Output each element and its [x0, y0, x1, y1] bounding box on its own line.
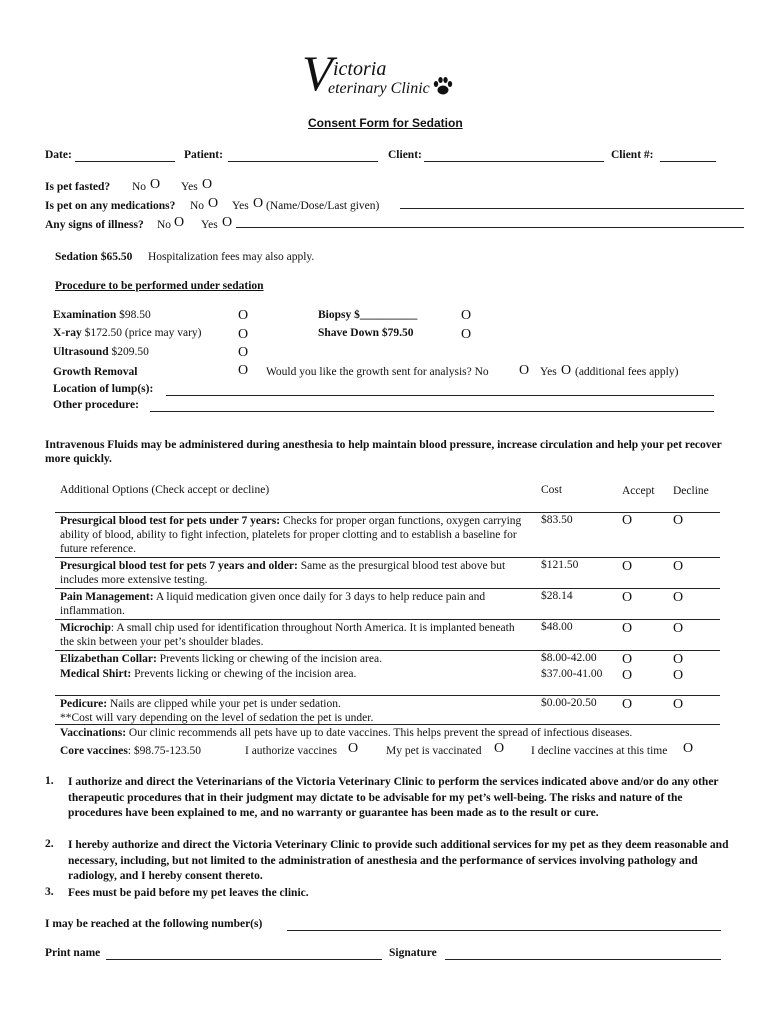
biopsy-option[interactable]: O [461, 308, 472, 323]
option-presurgical-under-7 [60, 514, 530, 556]
option-pain-management [60, 590, 530, 618]
option-title: Pedicure: [60, 698, 108, 710]
analysis-yes-label: Yes [540, 366, 557, 378]
option-description: Same as the presurgical blood test above but includes more extensive testing. [60, 560, 506, 586]
table-divider [55, 724, 720, 725]
client-number-field[interactable] [660, 161, 716, 162]
option-pedicure [60, 697, 530, 725]
option-cost: $37.00-41.00 [541, 668, 603, 680]
option-title: Presurgical blood test for pets under 7 years: [60, 515, 281, 527]
authorize-vaccines-label: I authorize vaccines [245, 745, 337, 757]
fasted-no-option[interactable]: O [150, 177, 161, 192]
medications-question: Is pet on any medications? [45, 200, 176, 212]
vaccinations-description: Our clinic recommends all pets have up to date vaccines. This helps prevent the spread of infectious diseases. [126, 727, 633, 739]
medications-no-label: No [190, 200, 205, 212]
sedation-note: Hospitalization fees may also apply. [148, 251, 315, 263]
option-cost: $48.00 [541, 621, 573, 633]
option-description: Checks for proper organ functions, oxygen carrying ability of blood, ability to fight infection, platelets for proper clotting and to establish a baseline for future reference. [60, 515, 522, 555]
shave-down-option[interactable]: O [461, 327, 472, 342]
option-microchip [60, 621, 530, 649]
consent-number: 2. [45, 838, 54, 850]
illness-question: Any signs of illness? [45, 219, 144, 231]
option-description: Prevents licking or chewing of the incision area. [131, 668, 357, 680]
option-description: A liquid medication given once daily for 3 days to help reduce pain and inflammation. [60, 591, 486, 617]
table-divider [55, 588, 720, 589]
lump-location-field[interactable] [166, 395, 714, 396]
accept-option[interactable]: O [622, 652, 633, 667]
authorize-vaccines-option[interactable]: O [348, 741, 359, 756]
phone-numbers-field[interactable] [287, 930, 721, 931]
xray-label: X-ray [53, 327, 82, 339]
phone-numbers-label: I may be reached at the following number(s) [45, 918, 263, 930]
option-title: Microchip [60, 622, 111, 634]
logo-line1: ictoria [333, 58, 387, 80]
date-field[interactable] [75, 161, 175, 162]
illness-field[interactable] [236, 227, 744, 228]
procedure-xray [53, 327, 202, 339]
procedure-growth-removal: Growth Removal [53, 366, 138, 378]
option-description: Nails are clipped while your pet is under sedation. [107, 698, 341, 710]
option-description: Prevents licking or chewing of the incision area. [156, 653, 382, 665]
medications-no-option[interactable]: O [208, 196, 219, 211]
decline-option[interactable]: O [673, 513, 684, 528]
core-vaccines-label: Core vaccines [60, 745, 128, 757]
pet-vaccinated-option[interactable]: O [494, 741, 505, 756]
xray-option[interactable]: O [238, 327, 249, 342]
option-note: **Cost will vary depending on the level of sedation the pet is under. [60, 712, 374, 724]
medications-yes-label: Yes [232, 200, 249, 212]
print-name-field[interactable] [106, 959, 382, 960]
pet-vaccinated-label: My pet is vaccinated [386, 745, 482, 757]
procedure-biopsy: Biopsy $__________ [318, 309, 418, 321]
ultrasound-price: $209.50 [108, 346, 149, 358]
fasted-no-label: No [132, 181, 147, 193]
decline-option[interactable]: O [673, 668, 684, 683]
procedure-examination [53, 309, 151, 321]
decline-option[interactable]: O [673, 652, 684, 667]
vaccinations-label: Vaccinations: [60, 727, 127, 739]
illness-no-option[interactable]: O [174, 215, 185, 230]
signature-label: Signature [389, 947, 437, 959]
option-medical-shirt [60, 667, 530, 681]
client-field[interactable] [424, 161, 604, 162]
illness-no-label: No [157, 219, 172, 231]
option-title: Elizabethan Collar: [60, 653, 157, 665]
procedure-heading: Procedure to be performed under sedation [55, 280, 264, 292]
examination-option[interactable]: O [238, 308, 249, 323]
table-divider [55, 512, 720, 513]
medications-yes-option[interactable]: O [253, 196, 264, 211]
col-cost-header: Cost [541, 484, 563, 496]
growth-removal-option[interactable]: O [238, 363, 249, 378]
col-decline-header: Decline [673, 485, 709, 497]
decline-option[interactable]: O [673, 697, 684, 712]
fasted-question: Is pet fasted? [45, 181, 111, 193]
fasted-yes-option[interactable]: O [202, 177, 213, 192]
option-description: : A small chip used for identification throughout North America. It is implanted beneath the skin between your pet’s shoulder blades. [60, 622, 515, 648]
fasted-yes-label: Yes [181, 181, 198, 193]
consent-number: 3. [45, 886, 54, 898]
option-elizabethan-collar [60, 652, 530, 666]
decline-option[interactable]: O [673, 559, 684, 574]
illness-yes-option[interactable]: O [222, 215, 233, 230]
analysis-yes-option[interactable]: O [561, 363, 572, 378]
illness-yes-label: Yes [201, 219, 218, 231]
table-divider [55, 619, 720, 620]
other-procedure-field[interactable] [150, 411, 714, 412]
ultrasound-option[interactable]: O [238, 345, 249, 360]
client-number-label: Client #: [611, 149, 654, 161]
examination-label: Examination [53, 309, 117, 321]
consent-item: I hereby authorize and direct the Victoria Veterinary Clinic to provide such additional services for my pet as they deem reasonable and necessary, including, but not limited to the administration of anesthesia and the performance of services involving pathology and radiology, and I hereby consent thereto. [68, 839, 729, 882]
option-title: Pain Management: [60, 591, 154, 603]
option-cost: $121.50 [541, 559, 579, 571]
patient-label: Patient: [184, 149, 223, 161]
accept-option[interactable]: O [622, 697, 633, 712]
accept-option[interactable]: O [622, 621, 633, 636]
option-presurgical-7-and-older [60, 559, 530, 587]
sedation-label: Sedation $65.50 [55, 251, 133, 263]
iv-fluids-text: Intravenous Fluids may be administered during anesthesia to help maintain blood pressure, increase circulation and help your pet recover more quickly. [45, 439, 722, 465]
col-accept-header: Accept [622, 485, 655, 497]
lump-location-label: Location of lump(s): [53, 383, 154, 395]
option-cost: $0.00-20.50 [541, 697, 597, 709]
core-vaccines [60, 745, 201, 757]
analysis-no-option[interactable]: O [519, 363, 530, 378]
logo-initial: V [302, 45, 333, 101]
date-label: Date: [45, 149, 72, 161]
accept-option[interactable]: O [622, 590, 633, 605]
examination-price: $98.50 [116, 309, 151, 321]
logo-line2: eterinary Clinic [328, 80, 430, 97]
table-divider [55, 650, 720, 651]
consent-item: I authorize and direct the Veterinarians of the Victoria Veterinary Clinic to perform the services indicated above and/or do any other therapeutic procedures that in their judgment may dictate to be advisable for my pet’s well-being. The risks and nature of the procedures have been explained to me, and no warranty or guarantee has been made as to the result or cure. [68, 776, 719, 819]
option-cost: $8.00-42.00 [541, 652, 597, 664]
table-divider [55, 695, 720, 696]
page-title: Consent Form for Sedation [308, 116, 463, 130]
option-cost: $28.14 [541, 590, 573, 602]
decline-vaccines-label: I decline vaccines at this time [531, 745, 668, 757]
procedure-shave-down: Shave Down $79.50 [318, 327, 414, 339]
other-procedure-label: Other procedure: [53, 399, 139, 411]
client-label: Client: [388, 149, 422, 161]
accept-option[interactable]: O [622, 668, 633, 683]
paw-icon [432, 76, 454, 96]
xray-price: $172.50 (price may vary) [81, 327, 202, 339]
option-cost: $83.50 [541, 514, 573, 526]
consent-number: 1. [45, 775, 54, 787]
col-options-header: Additional Options (Check accept or decline) [60, 484, 270, 496]
option-title: Presurgical blood test for pets 7 years and older: [60, 560, 298, 572]
print-name-label: Print name [45, 947, 101, 959]
accept-option[interactable]: O [622, 513, 633, 528]
medications-field[interactable] [400, 208, 744, 209]
option-title: Medical Shirt: [60, 668, 132, 680]
vaccinations-text [60, 727, 632, 739]
core-vaccines-price: : $98.75-123.50 [127, 745, 201, 757]
signature-field[interactable] [445, 959, 721, 960]
analysis-fees-note: (additional fees apply) [575, 366, 679, 378]
decline-option[interactable]: O [673, 621, 684, 636]
medications-note: (Name/Dose/Last given) [266, 200, 380, 212]
procedure-ultrasound [53, 346, 149, 358]
decline-vaccines-option[interactable]: O [683, 741, 694, 756]
accept-option[interactable]: O [622, 559, 633, 574]
decline-option[interactable]: O [673, 590, 684, 605]
analysis-question: Would you like the growth sent for analysis? No [266, 366, 489, 378]
table-divider [55, 557, 720, 558]
consent-item: Fees must be paid before my pet leaves the clinic. [68, 887, 309, 899]
ultrasound-label: Ultrasound [53, 346, 109, 358]
patient-field[interactable] [228, 161, 378, 162]
